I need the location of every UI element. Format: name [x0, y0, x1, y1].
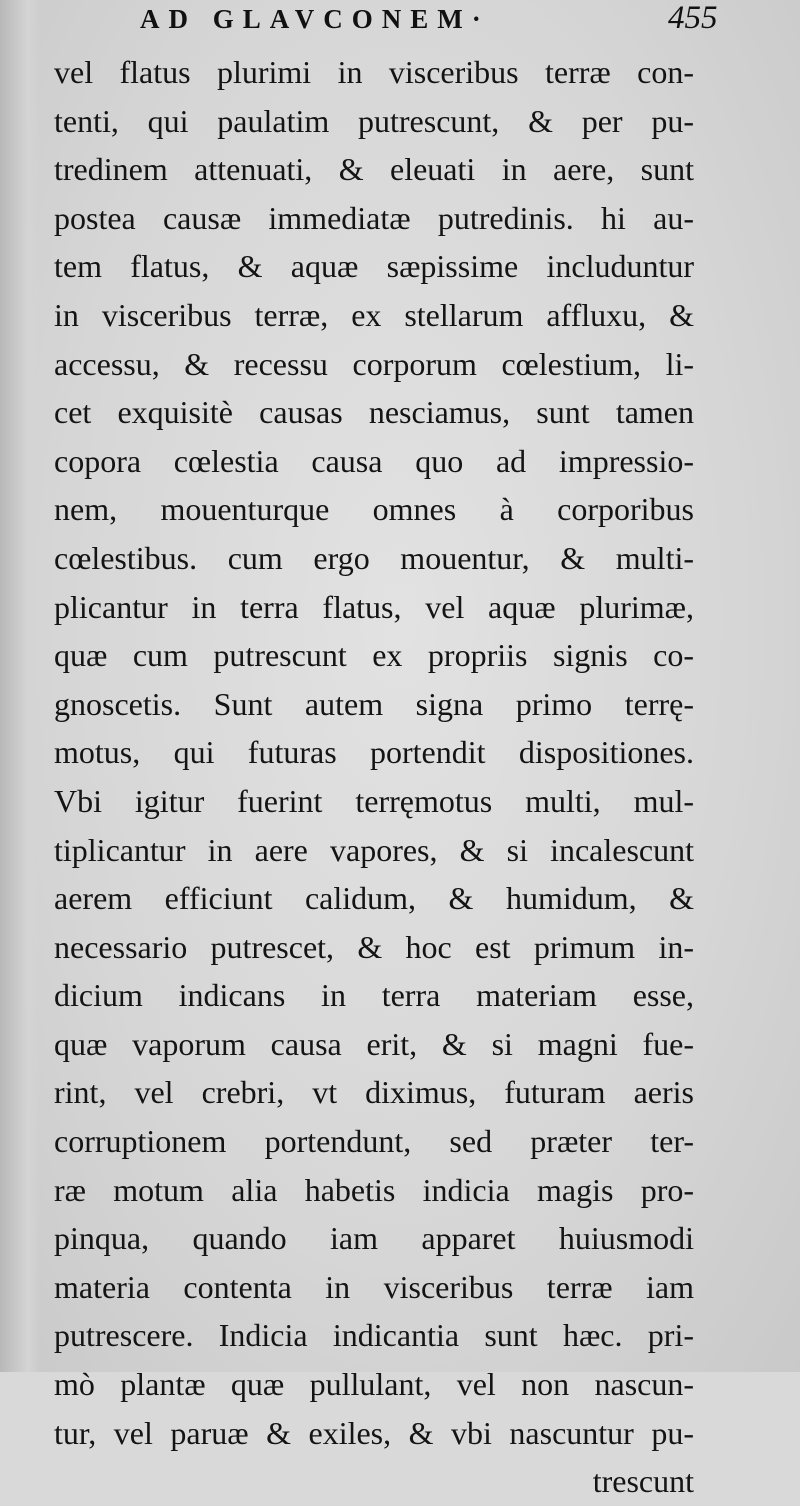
- page-number: 455: [668, 0, 718, 36]
- text-line: copora cœlestia causa quo ad impressio-: [54, 442, 694, 479]
- catchword: trescunt: [592, 1463, 694, 1500]
- text-line: tur, vel paruæ & exiles, & vbi nascuntur pu-: [54, 1414, 694, 1451]
- text-line: motus, qui futuras portendit dispositiones.: [54, 734, 694, 771]
- text-line: materia contenta in visceribus terræ iam: [54, 1268, 694, 1305]
- text-line: corruptionem portendunt, sed præter ter-: [54, 1123, 694, 1160]
- text-line: dicium indicans in terra materiam esse,: [54, 977, 694, 1014]
- text-line: rint, vel crebri, vt diximus, futuram aeris: [54, 1074, 694, 1111]
- text-line: accessu, & recessu corporum cœlestium, li-: [54, 345, 694, 382]
- text-line: tenti, qui paulatim putrescunt, & per pu-: [54, 102, 694, 139]
- text-line: necessario putrescet, & hoc est primum in-: [54, 928, 694, 965]
- text-line: gnoscetis. Sunt autem signa primo terrę-: [54, 685, 694, 722]
- text-line: quæ vaporum causa erit, & si magni fue-: [54, 1025, 694, 1062]
- text-line: postea causæ immediatæ putredinis. hi au-: [54, 199, 694, 236]
- page-gutter-shadow: [0, 0, 40, 1372]
- body-text: [54, 48, 694, 1506]
- text-line: ræ motum alia habetis indicia magis pro-: [54, 1171, 694, 1208]
- text-line: pinqua, quando iam apparet huiusmodi: [54, 1220, 694, 1257]
- text-line: tem flatus, & aquæ sæpissime includuntur: [54, 248, 694, 285]
- text-line: mò plantæ quæ pullulant, vel non nascun-: [54, 1366, 694, 1403]
- text-line: Vbi igitur fuerint terręmotus multi, mul-: [54, 782, 694, 819]
- running-header: AD GLAVCONEM·: [140, 4, 490, 34]
- text-line: cet exquisitè causas nesciamus, sunt tamen: [54, 394, 694, 431]
- text-line: putrescere. Indicia indicantia sunt hæc. pri-: [54, 1317, 694, 1354]
- text-line: tredinem attenuati, & eleuati in aere, sunt: [54, 151, 694, 188]
- text-line: plicantur in terra flatus, vel aquæ plurimæ,: [54, 588, 694, 625]
- text-line: vel flatus plurimi in visceribus terræ con-: [54, 54, 694, 90]
- text-line: nem, mouenturque omnes à corporibus: [54, 491, 694, 528]
- text-line: in visceribus terræ, ex stellarum affluxu, &: [54, 296, 694, 333]
- text-line: quæ cum putrescunt ex propriis signis co-: [54, 637, 694, 674]
- text-line: cœlestibus. cum ergo mouentur, & multi-: [54, 539, 694, 576]
- text-line: aerem efficiunt calidum, & humidum, &: [54, 880, 694, 917]
- text-line: tiplicantur in aere vapores, & si incalescunt: [54, 831, 694, 868]
